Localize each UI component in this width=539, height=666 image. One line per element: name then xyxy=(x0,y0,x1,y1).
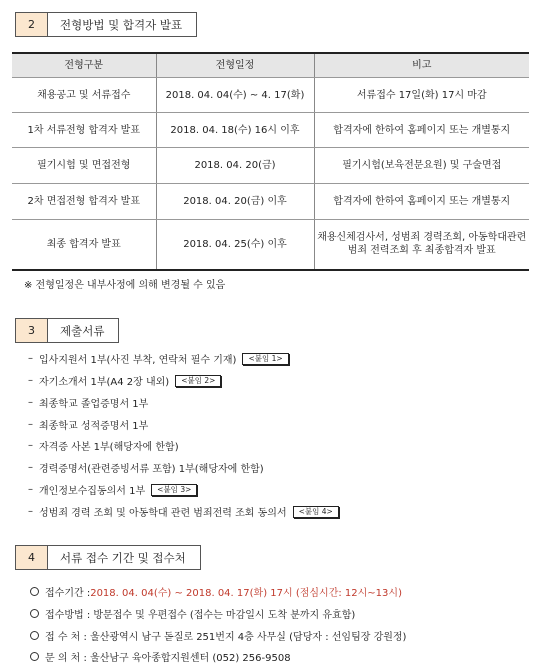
table-row xyxy=(12,184,529,220)
table-cell: 채용공고 및 서류접수 xyxy=(12,78,156,113)
reception-place xyxy=(30,628,406,643)
table-row xyxy=(12,113,529,148)
schedule-note: ※ 전형일정은 내부사정에 의해 변경될 수 있음 xyxy=(24,280,226,291)
table-cell: 2018. 04. 18(수) 16시 이후 xyxy=(156,113,314,148)
document-text: 개인정보수집동의서 1부 xyxy=(39,486,146,497)
column-header: 전형구분 xyxy=(12,53,156,78)
section-2-header xyxy=(15,12,197,37)
section-number: 3 xyxy=(15,318,48,343)
table-cell: 2018. 04. 20(금) xyxy=(156,148,314,184)
document-text: 입사지원서 1부(사진 부착, 연락처 필수 기재) xyxy=(39,355,237,366)
reception-period xyxy=(30,584,402,599)
document-text: 자기소개서 1부(A4 2장 내외) xyxy=(39,377,170,388)
table-cell: 합격자에 한하여 홈페이지 또는 개별통지 xyxy=(314,113,529,148)
circle-bullet-icon xyxy=(30,609,39,618)
period-label: 접수기간 : xyxy=(45,588,91,599)
table-header-row xyxy=(12,53,529,78)
list-item: – 자격증 사본 1부(해당자에 한함) xyxy=(28,440,179,453)
list-item: – 성범죄 경력 조회 및 아동학대 관련 범죄전력 조회 동의서 <붙임 4> xyxy=(28,504,339,519)
attachment-tag: <붙임 3> xyxy=(151,484,197,496)
table-row xyxy=(12,78,529,113)
list-item: – 경력증명서(관련증빙서류 포함) 1부(해당자에 한함) xyxy=(28,462,264,475)
document-text: 최종학교 성적증명서 1부 xyxy=(39,421,149,432)
circle-bullet-icon xyxy=(30,587,39,596)
list-item: – 개인정보수집동의서 1부 <붙임 3> xyxy=(28,482,197,497)
attachment-tag: <붙임 4> xyxy=(293,506,339,518)
section-3-header xyxy=(15,318,119,343)
document-text: 자격증 사본 1부(해당자에 한함) xyxy=(39,442,179,453)
place-text: 접 수 처 : 울산광역시 남구 돋질로 251번지 4층 사무실 (담당자 : 선임팀장 강원정) xyxy=(45,632,407,643)
reception-contact xyxy=(30,649,291,664)
list-item: – 최종학교 성적증명서 1부 xyxy=(28,419,149,432)
table-cell: 최종 합격자 발표 xyxy=(12,220,156,270)
schedule-table xyxy=(12,52,529,271)
table-cell: 2차 면접전형 합격자 발표 xyxy=(12,184,156,220)
column-header: 전형일정 xyxy=(156,53,314,78)
table-cell: 서류접수 17일(화) 17시 마감 xyxy=(314,78,529,113)
period-value: 2018. 04. 04(수) ~ 2018. 04. 17(화) 17시 (점심시간: 12시~13시) xyxy=(90,588,402,599)
section-title: 서류 접수 기간 및 접수처 xyxy=(48,545,201,570)
method-text: 접수방법 : 방문접수 및 우편접수 (접수는 마감일시 도착 분까지 유효함) xyxy=(45,610,356,621)
table-row xyxy=(12,148,529,184)
table-row xyxy=(12,220,529,270)
column-header: 비고 xyxy=(314,53,529,78)
reception-method xyxy=(30,606,355,621)
document-text: 최종학교 졸업증명서 1부 xyxy=(39,399,149,410)
list-item: – 입사지원서 1부(사진 부착, 연락처 필수 기재) <붙임 1> xyxy=(28,351,289,366)
section-title: 전형방법 및 합격자 발표 xyxy=(48,12,197,37)
table-cell: 필기시험(보육전문요원) 및 구술면접 xyxy=(314,148,529,184)
section-number: 2 xyxy=(15,12,48,37)
section-number: 4 xyxy=(15,545,48,570)
table-cell: 채용신체검사서, 성범죄 경력조회, 아동학대관련범죄 전력조회 후 최종합격자 발표 xyxy=(314,220,529,270)
list-item: – 자기소개서 1부(A4 2장 내외) <붙임 2> xyxy=(28,373,221,388)
table-cell: 합격자에 한하여 홈페이지 또는 개별통지 xyxy=(314,184,529,220)
attachment-tag: <붙임 1> xyxy=(242,353,288,365)
table-cell: 2018. 04. 25(수) 이후 xyxy=(156,220,314,270)
list-item: – 최종학교 졸업증명서 1부 xyxy=(28,397,149,410)
table-cell: 2018. 04. 04(수) ~ 4. 17(화) xyxy=(156,78,314,113)
table-cell: 필기시험 및 면접전형 xyxy=(12,148,156,184)
circle-bullet-icon xyxy=(30,631,39,640)
circle-bullet-icon xyxy=(30,652,39,661)
document-text: 경력증명서(관련증빙서류 포함) 1부(해당자에 한함) xyxy=(39,464,264,475)
table-cell: 1차 서류전형 합격자 발표 xyxy=(12,113,156,148)
table-cell: 2018. 04. 20(금) 이후 xyxy=(156,184,314,220)
attachment-tag: <붙임 2> xyxy=(175,375,221,387)
document-text: 성범죄 경력 조회 및 아동학대 관련 범죄전력 조회 동의서 xyxy=(39,508,287,519)
contact-text: 문 의 처 : 울산남구 육아종합지원센터 (052) 256-9508 xyxy=(45,653,291,664)
section-4-header xyxy=(15,545,201,570)
section-title: 제출서류 xyxy=(48,318,119,343)
